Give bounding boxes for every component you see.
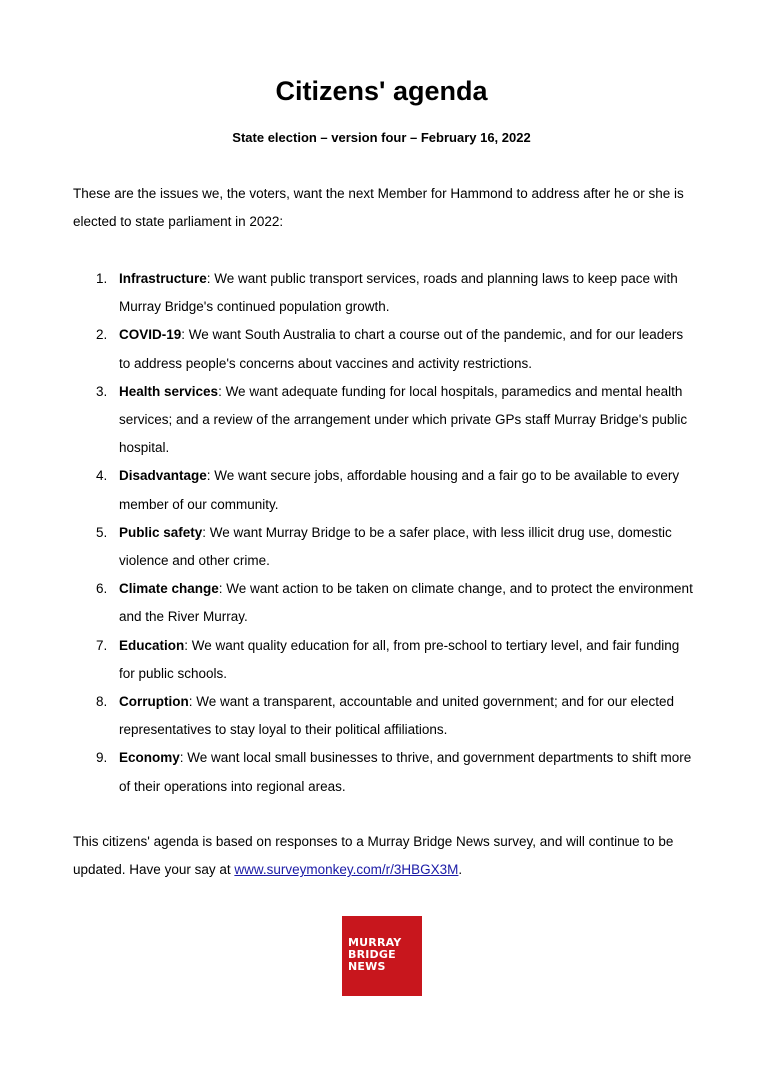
item-heading: Disadvantage — [119, 468, 207, 484]
item-number: 7. — [96, 637, 108, 653]
list-item — [73, 378, 698, 463]
logo-line-news: NEWS — [348, 960, 386, 973]
list-item — [73, 462, 698, 518]
list-item — [73, 265, 698, 321]
item-heading: Infrastructure — [119, 271, 207, 286]
item-number: 5. — [96, 524, 108, 540]
agenda-list — [73, 265, 698, 801]
item-number: 6. — [96, 581, 108, 597]
item-number: 4. — [96, 468, 108, 484]
item-text: : We want adequate funding for local hospitals, paramedics and mental health services; and a review of the arrangement under which private GPs staff Murray Bridge's public hospital. — [119, 383, 688, 456]
outro-paragraph — [73, 828, 693, 884]
item-heading: Corruption — [119, 694, 189, 710]
outro-text: This citizens' agenda is based on responses to a Murray Bridge News survey, and will continue to be updated. Have your say at — [73, 834, 674, 878]
item-text: : We want South Australia to chart a course out of the pandemic, and for our leaders to address people's concerns about vaccines and activity restrictions. — [119, 327, 684, 371]
item-text: : We want local small businesses to thrive, and government departments to shift more of their operations into regional areas. — [119, 750, 692, 794]
item-heading: Public safety — [119, 524, 203, 540]
logo-line-bridge: BRIDGE — [348, 948, 396, 961]
survey-link[interactable]: www.surveymonkey.com/r/3HBGX3M — [234, 862, 459, 878]
item-text: : We want public transport services, roads and planning laws to keep pace with Murray Bridge's continued population growth. — [119, 271, 678, 315]
item-number: 2. — [96, 327, 108, 343]
murray-bridge-news-logo — [342, 916, 422, 996]
item-heading: COVID-19 — [119, 327, 182, 343]
outro-period: . — [458, 862, 463, 878]
list-item — [73, 632, 698, 688]
list-item — [73, 744, 698, 800]
item-heading: Education — [119, 637, 185, 653]
intro-paragraph: These are the issues we, the voters, want the next Member for Hammond to address after he or she is elected to state parliament in 2022: — [73, 186, 684, 230]
page-subtitle: State election – version four – February 16, 2022 — [232, 130, 531, 145]
item-heading: Health services — [119, 383, 219, 399]
item-number: 9. — [96, 750, 108, 766]
item-text: : We want secure jobs, affordable housing and a fair go to be available to every member of our community. — [119, 468, 680, 512]
page-title: Citizens' agenda — [275, 76, 488, 106]
item-heading: Climate change — [119, 581, 219, 597]
list-item — [73, 519, 698, 575]
list-item — [73, 688, 698, 744]
item-text: : We want quality education for all, from pre-school to tertiary level, and fair funding for public schools. — [119, 637, 680, 681]
list-item — [73, 575, 698, 631]
item-number: 8. — [96, 694, 108, 710]
item-text: : We want action to be taken on climate change, and to protect the environment and the River Murray. — [119, 581, 693, 625]
item-text: : We want Murray Bridge to be a safer place, with less illicit drug use, domestic violence and other crime. — [119, 524, 672, 569]
item-heading: Economy — [119, 750, 180, 766]
item-number: 3. — [96, 383, 108, 399]
item-number: 1. — [96, 271, 108, 286]
item-text: : We want a transparent, accountable and united government; and for our elected representatives to stay loyal to their political affiliations. — [119, 694, 675, 738]
list-item — [73, 321, 698, 377]
logo-line-murray: MURRAY — [348, 936, 402, 949]
